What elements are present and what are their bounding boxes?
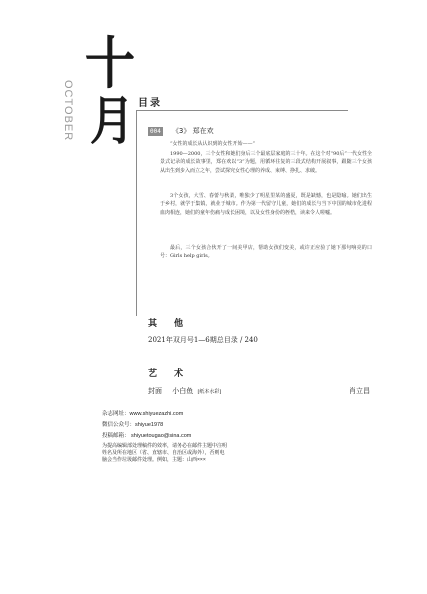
- toc-heading-rule: [136, 110, 348, 111]
- art-work: 小白鱼: [172, 387, 194, 395]
- toc-entry[interactable]: [148, 118, 358, 137]
- footer-note-1: 为提高编辑部处理稿件的效率，请务必在邮件主题中注明: [102, 443, 228, 449]
- entry-para-1: 1990—2000，三个女性和她们身后三个最底层家庭的三十年。在这个对“90后”一代女性全景式记录的成长故事里，郑在欢以“3”为题，用循环往复的三段式结构开展叙事，跟随三个女孩从出生到步入而立之年，尝试探究女性心理的养成、束缚、挣扎、求破。: [160, 151, 372, 174]
- column-rule: [136, 110, 137, 316]
- page-badge: 004: [150, 128, 161, 135]
- entry-para-3: 最后，三个女孩合伙开了一间美甲店，帮助女孩们变美，或许正应验了她下那句响亮的口号：Girls help girls。: [160, 245, 372, 260]
- art-heading: 艺 术: [148, 369, 188, 379]
- other-item[interactable]: 2021年双月号1—6期总目录 / 240: [148, 336, 258, 344]
- footer-email-row[interactable]: [102, 432, 302, 440]
- entry-title: 《3》 郑在欢: [171, 127, 214, 135]
- footer-note-3: 脑会当作垃圾邮件处理。例如，主题：山西×××: [102, 457, 206, 463]
- footer-website[interactable]: 杂志网址：www.shiyuezazhi.com: [102, 411, 184, 417]
- entry-intro: “女性的成长从认识到的女性开始——”: [170, 141, 256, 147]
- toc-heading: 目录: [138, 98, 162, 109]
- masthead-glyph-yue: 月: [89, 91, 135, 152]
- footer: [102, 410, 302, 464]
- footer-wechat: 微信公众号：shiyue1978: [102, 422, 164, 428]
- art-label: 封面: [148, 387, 162, 395]
- masthead-month: OCTOBER: [62, 80, 74, 142]
- entry-para-2: 3个女孩，大雪、春蕾与秋柔，唯独少了明星里某的盛夏，既是缺憾，也是隐喻。她们出生于乡村，就学于集镇，就业于城市。作为第一代留守儿童，她们的成长与当下中国的城市化进程血肉相连，她们的童年伤痛与成长困境，以及女性身份的桎梏，读来令人嗟嘘。: [160, 193, 372, 216]
- art-artist: 肖立昌: [349, 387, 370, 395]
- footer-email[interactable]: shiyuetougao@sina.com: [131, 433, 192, 439]
- art-medium: [纸本水彩]: [197, 389, 222, 395]
- footer-note-2: 姓名及所在地区（省、直辖市、自治区或海外），否则电: [102, 450, 225, 456]
- footer-email-label: 投稿邮箱：: [102, 433, 130, 439]
- masthead-glyph-shi: 十: [84, 31, 136, 97]
- art-entry[interactable]: [148, 386, 370, 396]
- other-heading: 其 他: [148, 319, 188, 329]
